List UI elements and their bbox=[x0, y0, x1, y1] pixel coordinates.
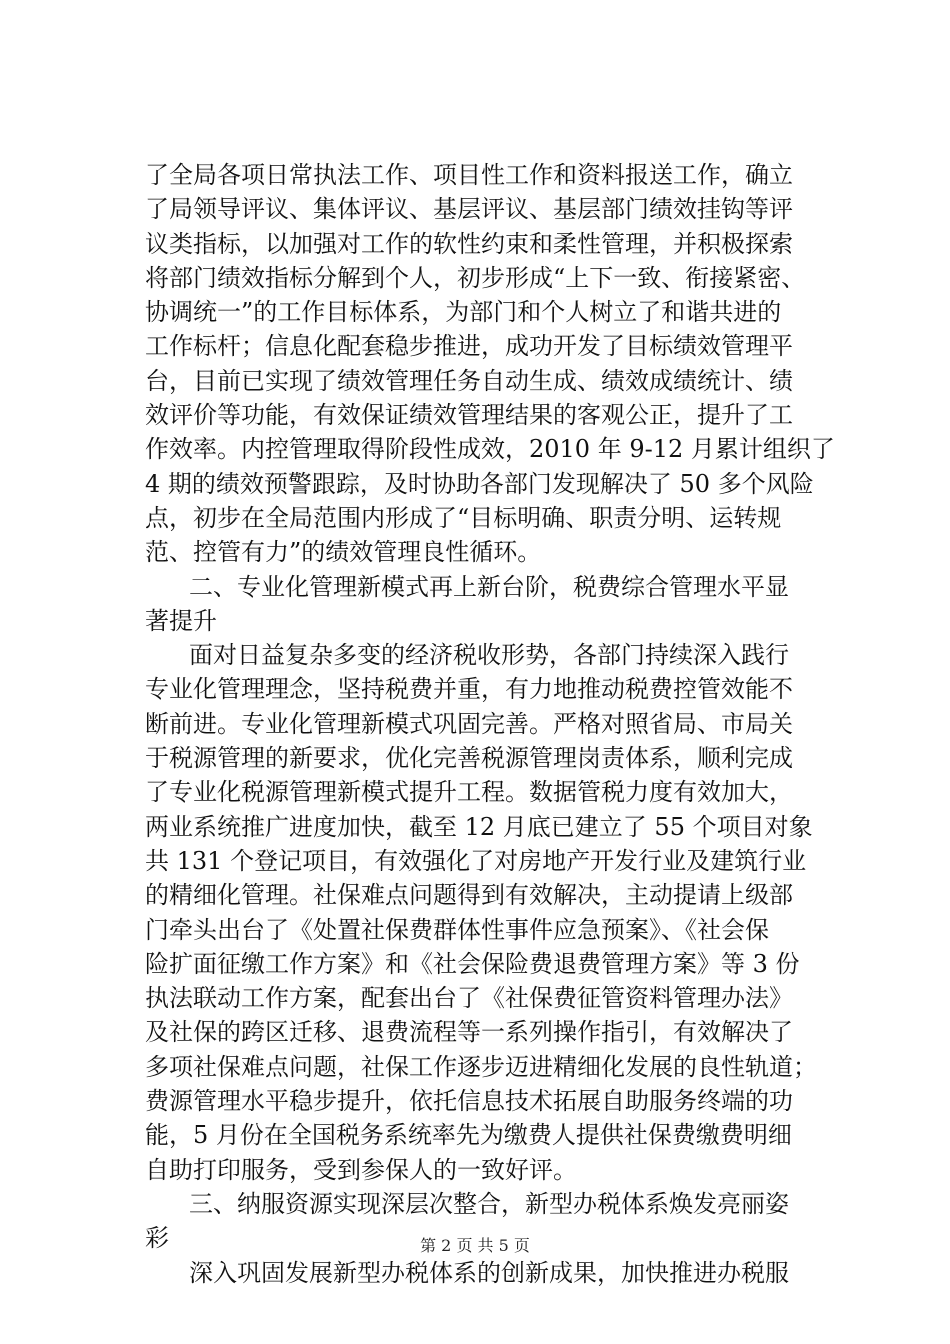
section-heading-3: 三、纳服资源实现深层次整合，新型办税体系焕发亮丽姿 bbox=[189, 1189, 789, 1218]
text-line: 险扩面征缴工作方案》和《社会保险费退费管理方案》等 3 份 bbox=[145, 949, 800, 978]
text-line: 4 期的绩效预警跟踪，及时协助各部门发现解决了 50 多个风险 bbox=[145, 469, 814, 498]
text-line: 断前进。专业化管理新模式巩固完善。严格对照省局、市局关 bbox=[145, 709, 793, 738]
text-line: 点，初步在全局范围内形成了“目标明确、职责分明、运转规 bbox=[145, 503, 782, 532]
section-heading-2-cont: 著提升 bbox=[145, 606, 217, 635]
text-line: 的精细化管理。社保难点问题得到有效解决，主动提请上级部 bbox=[145, 881, 793, 910]
body-text bbox=[145, 158, 835, 1290]
text-line: 议类指标，以加强对工作的软性约束和柔性管理，并积极探索 bbox=[145, 229, 793, 258]
text-line: 费源管理水平稳步提升，依托信息技术拓展自助服务终端的功 bbox=[145, 1087, 793, 1116]
text-line: 于税源管理的新要求，优化完善税源管理岗责体系，顺利完成 bbox=[145, 744, 793, 773]
text-line: 深入巩固发展新型办税体系的创新成果，加快推进办税服 bbox=[189, 1258, 789, 1287]
section-heading-3-cont: 彩 bbox=[145, 1224, 169, 1253]
text-line: 专业化管理理念，坚持税费并重，有力地推动税费控管效能不 bbox=[145, 675, 793, 704]
text-line: 作效率。内控管理取得阶段性成效，2010 年 9-12 月累计组织了 bbox=[145, 435, 835, 464]
text-line: 多项社保难点问题，社保工作逐步迈进精细化发展的良性轨道； bbox=[145, 1052, 817, 1081]
text-line: 能，5 月份在全国税务系统率先为缴费人提供社保费缴费明细 bbox=[145, 1121, 792, 1150]
text-line: 台，目前已实现了绩效管理任务自动生成、绩效成绩统计、绩 bbox=[145, 366, 793, 395]
text-line: 了局领导评议、集体评议、基层评议、基层部门绩效挂钩等评 bbox=[145, 195, 793, 224]
text-line: 了全局各项日常执法工作、项目性工作和资料报送工作，确立 bbox=[145, 161, 793, 189]
text-line: 门牵头出台了《处置社保费群体性事件应急预案》、《社会保 bbox=[145, 915, 769, 944]
text-line: 范、控管有力”的绩效管理良性循环。 bbox=[145, 538, 542, 567]
text-line: 共 131 个登记项目，有效强化了对房地产开发行业及建筑行业 bbox=[145, 846, 807, 875]
text-line: 工作标杆；信息化配套稳步推进，成功开发了目标绩效管理平 bbox=[145, 332, 793, 361]
text-line: 将部门绩效指标分解到个人，初步形成“上下一致、衔接紧密、 bbox=[145, 263, 806, 292]
text-line: 自助打印服务，受到参保人的一致好评。 bbox=[145, 1155, 577, 1184]
text-line: 执法联动工作方案，配套出台了《社保费征管资料管理办法》 bbox=[145, 984, 793, 1013]
text-line: 两业系统推广进度加快，截至 12 月底已建立了 55 个项目对象 bbox=[145, 812, 813, 841]
text-line: 及社保的跨区迁移、退费流程等一系列操作指引，有效解决了 bbox=[145, 1018, 793, 1047]
text-line: 效评价等功能，有效保证绩效管理结果的客观公正，提升了工 bbox=[145, 401, 793, 430]
page-number-footer: 第 2 页 共 5 页 bbox=[420, 1236, 530, 1255]
text-line: 协调统一”的工作目标体系，为部门和个人树立了和谐共进的 bbox=[145, 298, 782, 327]
section-heading-2: 二、专业化管理新模式再上新台阶，税费综合管理水平显 bbox=[189, 572, 789, 601]
text-line: 面对日益复杂多变的经济税收形势，各部门持续深入践行 bbox=[189, 641, 789, 670]
text-line: 了专业化税源管理新模式提升工程。数据管税力度有效加大， bbox=[145, 778, 793, 807]
